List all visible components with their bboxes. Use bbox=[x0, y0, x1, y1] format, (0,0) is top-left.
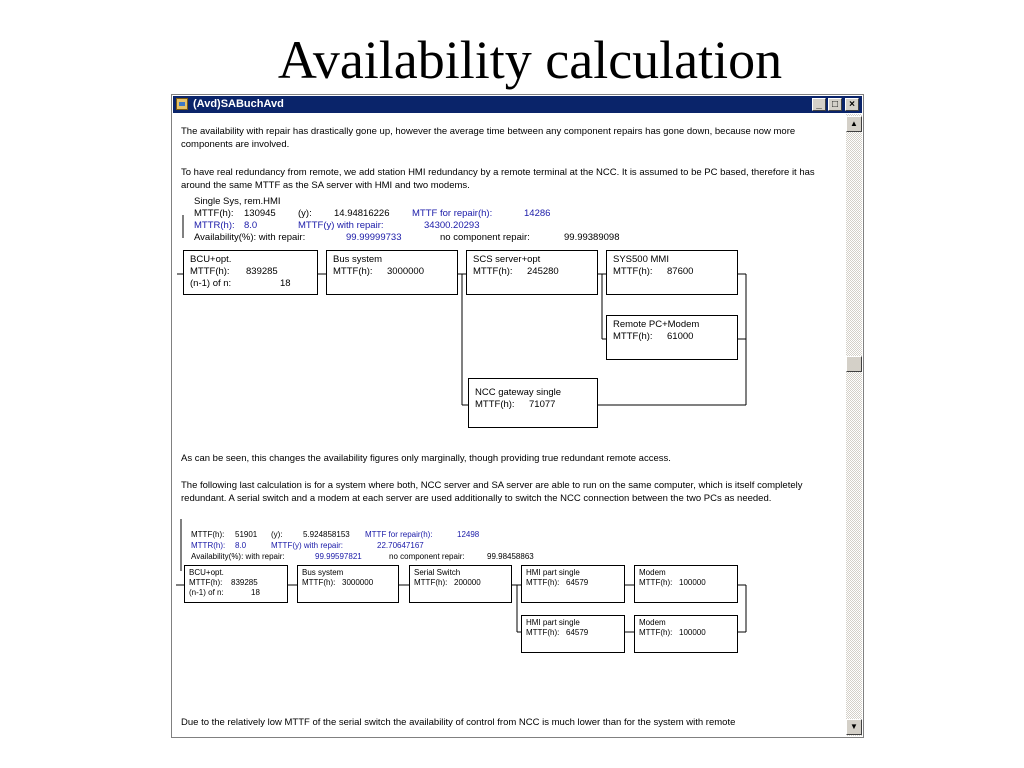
mttf-label: MTTF(h): bbox=[475, 399, 515, 410]
no-repair-label: no component repair: bbox=[440, 232, 530, 243]
component-box-sys500-mmi[interactable] bbox=[606, 250, 738, 295]
component-name: NCC gateway single bbox=[475, 387, 562, 398]
mttf-repair-label: MTTF for repair(h): bbox=[412, 208, 493, 219]
app-icon bbox=[176, 98, 188, 110]
redundancy-label: (n-1) of n: bbox=[190, 278, 232, 289]
mttf-value: 245280 bbox=[527, 266, 559, 277]
years-value: 14.94816226 bbox=[334, 208, 390, 219]
component-name: BCU+opt. bbox=[189, 568, 224, 577]
component-box-bus-system[interactable] bbox=[326, 250, 458, 295]
minimize-button[interactable]: _ bbox=[812, 98, 826, 111]
redundancy-value: 18 bbox=[251, 588, 260, 597]
mttf-label: MTTF(h): bbox=[189, 578, 223, 587]
mttf-label: MTTF(h): bbox=[639, 628, 673, 637]
mttf-label: MTTF(h): bbox=[526, 578, 560, 587]
component-name: Serial Switch bbox=[414, 568, 461, 577]
mttf-value: 100000 bbox=[679, 628, 706, 637]
component-name: SCS server+opt bbox=[473, 254, 541, 265]
paragraph: The following last calculation is for a system where both, NCC server and SA server are able to run on the same computer, which is itself completely redundant. A serial switch and a modem at each server are used additionally to switch the NCC connection between the two PCs as needed. bbox=[181, 480, 803, 504]
mttf-repair-value: 14286 bbox=[524, 208, 551, 219]
component-name: Bus system bbox=[302, 568, 344, 577]
mttf-label: MTTF(h): bbox=[194, 208, 234, 219]
scroll-thumb[interactable] bbox=[846, 356, 862, 372]
component-name: Remote PC+Modem bbox=[613, 319, 700, 330]
mttf-years-repair-label: MTTF(y) with repair: bbox=[298, 220, 384, 231]
window-titlebar[interactable] bbox=[173, 96, 862, 113]
mttf-label: MTTF(h): bbox=[191, 530, 225, 539]
component-name: HMI part single bbox=[526, 618, 580, 627]
document-content[interactable] bbox=[172, 114, 842, 737]
component-name: Modem bbox=[639, 568, 666, 577]
component-box-modem[interactable] bbox=[634, 565, 738, 603]
summary-header: Single Sys, rem.HMI bbox=[194, 196, 281, 207]
mttf-years-repair-value: 22.70647167 bbox=[377, 541, 424, 550]
mttr-label: MTTR(h): bbox=[194, 220, 235, 231]
redundancy-label: (n-1) of n: bbox=[189, 588, 224, 597]
mttf-value: 51901 bbox=[235, 530, 258, 539]
vertical-scrollbar[interactable] bbox=[846, 114, 862, 736]
mttf-label: MTTF(h): bbox=[333, 266, 373, 277]
scroll-down-button[interactable]: ▼ bbox=[846, 719, 862, 735]
component-box-bcu[interactable] bbox=[184, 565, 288, 603]
mttf-value: 200000 bbox=[454, 578, 481, 587]
mttf-value: 3000000 bbox=[387, 266, 424, 277]
years-label: (y): bbox=[271, 530, 283, 539]
paragraph: To have real redundancy from remote, we add station HMI redundancy by a remote terminal at the NCC. It is assumed to be PC based, therefore it has around the same MTTF as the SA server with HMI and two modems. bbox=[181, 167, 815, 191]
mttf-value: 130945 bbox=[244, 208, 276, 219]
component-box-bcu[interactable] bbox=[183, 250, 318, 295]
scroll-up-button[interactable]: ▲ bbox=[846, 116, 862, 132]
component-box-scs-server[interactable] bbox=[466, 250, 598, 295]
years-label: (y): bbox=[298, 208, 312, 219]
mttf-value: 61000 bbox=[667, 331, 694, 342]
paragraph: Due to the relatively low MTTF of the serial switch the availability of control from NCC is much lower than for the system with remote bbox=[181, 717, 736, 728]
paragraph: As can be seen, this changes the availability figures only marginally, though providing true redundant remote access. bbox=[181, 453, 671, 464]
mttf-years-repair-value: 34300.20293 bbox=[424, 220, 480, 231]
mttr-label: MTTR(h): bbox=[191, 541, 226, 550]
mttf-label: MTTF(h): bbox=[414, 578, 448, 587]
component-box-hmi-part[interactable] bbox=[521, 565, 625, 603]
maximize-button[interactable]: □ bbox=[828, 98, 842, 111]
no-repair-value: 99.99389098 bbox=[564, 232, 620, 243]
availability-summary bbox=[194, 196, 754, 246]
mttf-value: 64579 bbox=[566, 628, 589, 637]
mttr-value: 8.0 bbox=[235, 541, 247, 550]
component-name: Modem bbox=[639, 618, 666, 627]
redundancy-value: 18 bbox=[280, 278, 291, 289]
years-value: 5.924858153 bbox=[303, 530, 350, 539]
paragraph: The availability with repair has drastically gone up, however the average time between any component repairs has gone down, because now more components are involved. bbox=[181, 126, 796, 150]
component-box-hmi-part[interactable] bbox=[521, 615, 625, 653]
component-box-modem[interactable] bbox=[634, 615, 738, 653]
mttf-label: MTTF(h): bbox=[473, 266, 513, 277]
mttf-years-repair-label: MTTF(y) with repair: bbox=[271, 541, 343, 550]
mttf-label: MTTF(h): bbox=[613, 331, 653, 342]
availability-summary bbox=[191, 529, 651, 565]
component-box-serial-switch[interactable] bbox=[409, 565, 512, 603]
mttf-label: MTTF(h): bbox=[190, 266, 230, 277]
close-button[interactable]: × bbox=[845, 98, 859, 111]
component-name: BCU+opt. bbox=[190, 254, 232, 265]
mttf-label: MTTF(h): bbox=[302, 578, 336, 587]
mttf-label: MTTF(h): bbox=[639, 578, 673, 587]
mttf-repair-label: MTTF for repair(h): bbox=[365, 530, 433, 539]
component-box-remote-pc-modem[interactable] bbox=[606, 315, 738, 360]
component-name: Bus system bbox=[333, 254, 383, 265]
mttf-value: 839285 bbox=[231, 578, 258, 587]
app-window bbox=[171, 94, 864, 738]
mttf-label: MTTF(h): bbox=[526, 628, 560, 637]
mttf-value: 64579 bbox=[566, 578, 589, 587]
slide-title: Availability calculation bbox=[277, 30, 783, 90]
no-repair-label: no component repair: bbox=[389, 552, 465, 561]
availability-repair-value: 99.99597821 bbox=[315, 552, 362, 561]
availability-label: Availability(%): with repair: bbox=[194, 232, 306, 243]
availability-repair-value: 99.99999733 bbox=[346, 232, 402, 243]
mttf-value: 71077 bbox=[529, 399, 556, 410]
window-title: (Avd)SABuchAvd bbox=[193, 98, 284, 110]
mttf-value: 3000000 bbox=[342, 578, 374, 587]
mttf-value: 100000 bbox=[679, 578, 706, 587]
component-name: SYS500 MMI bbox=[613, 254, 669, 265]
availability-label: Availability(%): with repair: bbox=[191, 552, 285, 561]
no-repair-value: 99.98458863 bbox=[487, 552, 534, 561]
component-box-bus-system[interactable] bbox=[297, 565, 399, 603]
mttr-value: 8.0 bbox=[244, 220, 258, 231]
component-box-ncc-gateway[interactable] bbox=[468, 378, 598, 428]
mttf-value: 87600 bbox=[667, 266, 694, 277]
mttf-repair-value: 12498 bbox=[457, 530, 480, 539]
component-name: HMI part single bbox=[526, 568, 580, 577]
mttf-value: 839285 bbox=[246, 266, 278, 277]
mttf-label: MTTF(h): bbox=[613, 266, 653, 277]
